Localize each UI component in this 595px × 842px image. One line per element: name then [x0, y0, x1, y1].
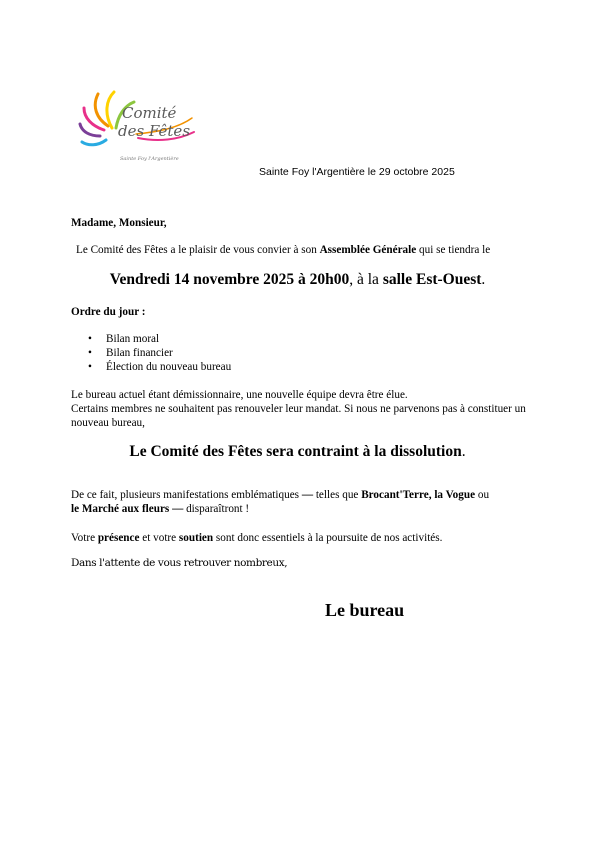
logo-line2: des Fêtes [118, 122, 191, 140]
meeting-date-venue [0, 271, 595, 289]
bullet: • [88, 333, 92, 345]
agenda-list [88, 332, 231, 374]
support-text: et votre [139, 532, 179, 544]
events-paragraph [71, 488, 541, 516]
meeting-venue: salle Est-Ouest [382, 271, 482, 288]
events-text: disparaîtront ! [183, 503, 250, 515]
signature: Le bureau [325, 600, 405, 620]
meeting-venue-end: . [481, 271, 486, 288]
logo-line1: Comité [122, 104, 177, 122]
events-text: ou [475, 489, 490, 501]
dissolution-end: . [461, 443, 466, 460]
soutien-bold: soutien [178, 532, 214, 544]
dissolution-warning [0, 443, 595, 461]
em-dash: — [301, 489, 314, 501]
agenda-item [88, 332, 231, 346]
presence-bold: présence [97, 532, 140, 544]
intro-paragraph [76, 243, 490, 257]
event-brocant-terre: Brocant'Terre [361, 489, 429, 501]
logo-tagline: Sainte Foy l'Argentière [120, 156, 179, 162]
meeting-venue-prefix: , à la [349, 271, 383, 288]
bureau-paragraph [71, 388, 541, 430]
bureau-paragraph-line2: Certains membres ne souhaitent pas renouveler leur mandat. Si nous ne parvenons pas à constituer un nouveau bureau, [71, 403, 526, 429]
salutation: Madame, Monsieur, [71, 217, 167, 229]
support-text: Votre [71, 532, 98, 544]
em-dash: — [172, 503, 184, 515]
agenda-item [88, 346, 231, 360]
agenda-item-label: Élection du nouveau bureau [106, 361, 232, 373]
support-paragraph [71, 531, 442, 545]
intro-before: Le Comité des Fêtes a le plaisir de vous convier à son [76, 244, 320, 256]
logo-graphic [78, 88, 202, 168]
events-text: De ce fait, plusieurs manifestations emblématiques [71, 489, 302, 501]
support-text: sont donc essentiels à la poursuite de nos activités. [213, 532, 443, 544]
events-text: , [428, 489, 435, 501]
comite-des-fetes-logo [78, 88, 202, 168]
events-text: telles que [313, 489, 362, 501]
event-marche-aux-fleurs: le Marché aux fleurs [71, 503, 170, 515]
meeting-date: Vendredi 14 novembre 2025 à 20h00 [109, 271, 350, 288]
bullet: • [88, 347, 92, 359]
closing-line: Dans l'attente de vous retrouver nombreux, [71, 557, 288, 569]
bullet: • [88, 361, 92, 373]
agenda-item [88, 360, 231, 374]
agenda-item-label: Bilan financier [106, 347, 173, 359]
intro-bold-assemblee: Assemblée Générale [319, 244, 417, 256]
date-line: Sainte Foy l'Argentière le 29 octobre 2025 [259, 166, 455, 178]
intro-after: qui se tiendra le [416, 244, 491, 256]
event-la-vogue: la Vogue [434, 489, 476, 501]
bureau-paragraph-line1: Le bureau actuel étant démissionnaire, une nouvelle équipe devra être élue. [71, 389, 408, 401]
agenda-title: Ordre du jour : [71, 306, 146, 318]
agenda-item-label: Bilan moral [106, 333, 160, 345]
dissolution-bold: Le Comité des Fêtes sera contraint à la dissolution [129, 443, 462, 460]
